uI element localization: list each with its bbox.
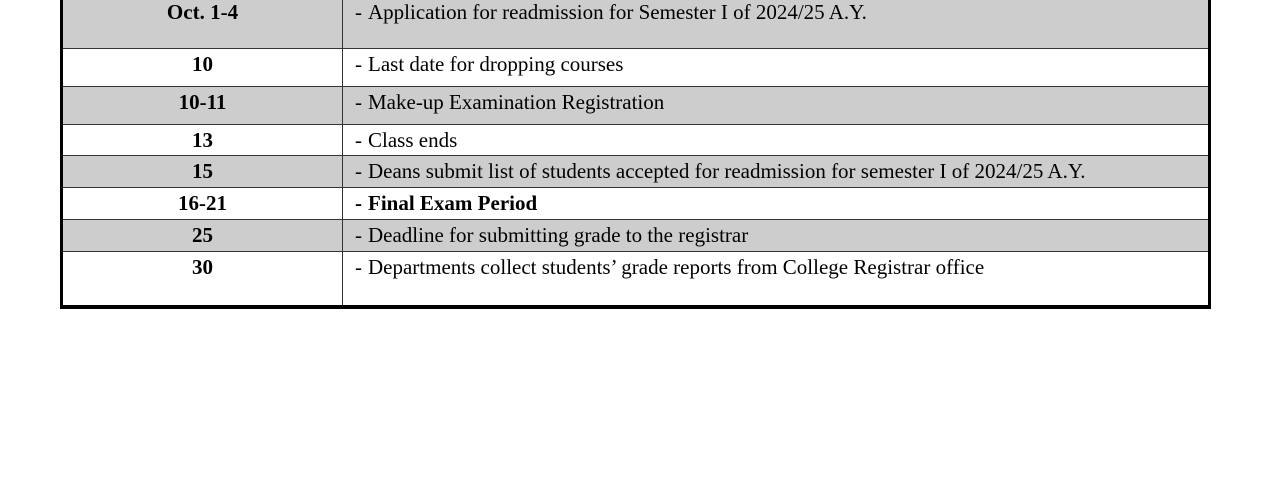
bullet-dash: -	[355, 191, 362, 215]
bullet-dash: -	[355, 0, 362, 24]
calendar-row	[62, 220, 1210, 252]
event-description-cell	[343, 252, 1210, 307]
event-description-cell	[343, 0, 1210, 49]
event-description: Departments collect students’ grade reports from College Registrar office	[368, 255, 985, 279]
event-description: Deans submit list of students accepted for readmission for semester I of 2024/25 A.Y.	[368, 159, 1086, 183]
event-date: 15	[62, 156, 343, 188]
bullet-dash: -	[355, 255, 362, 279]
calendar-row	[62, 188, 1210, 220]
bullet-dash: -	[355, 223, 362, 247]
academic-calendar-table	[60, 0, 1211, 309]
event-date: 13	[62, 125, 343, 156]
calendar-row	[62, 0, 1210, 49]
bullet-dash: -	[355, 159, 362, 183]
event-date: 10-11	[62, 87, 343, 125]
event-date: 25	[62, 220, 343, 252]
event-description: Application for readmission for Semester I of 2024/25 A.Y.	[368, 0, 867, 24]
bullet-dash: -	[355, 52, 362, 76]
bullet-dash: -	[355, 128, 362, 152]
calendar-row	[62, 156, 1210, 188]
event-description: Last date for dropping courses	[368, 52, 624, 76]
event-description-cell	[343, 156, 1210, 188]
calendar-body	[62, 0, 1210, 307]
event-date: Oct. 1-4	[62, 0, 343, 49]
event-description-cell	[343, 188, 1210, 220]
event-date: 10	[62, 49, 343, 87]
event-description-cell	[343, 87, 1210, 125]
event-date: 30	[62, 252, 343, 307]
event-description-cell	[343, 220, 1210, 252]
event-description-cell	[343, 49, 1210, 87]
event-description: Deadline for submitting grade to the registrar	[368, 223, 749, 247]
event-description: Make-up Examination Registration	[368, 90, 665, 114]
calendar-row	[62, 49, 1210, 87]
event-description: Class ends	[368, 128, 458, 152]
event-date: 16-21	[62, 188, 343, 220]
calendar-row	[62, 125, 1210, 156]
bullet-dash: -	[355, 90, 362, 114]
event-description-cell	[343, 125, 1210, 156]
calendar-row	[62, 252, 1210, 307]
calendar-row	[62, 87, 1210, 125]
event-description: Final Exam Period	[368, 191, 538, 215]
